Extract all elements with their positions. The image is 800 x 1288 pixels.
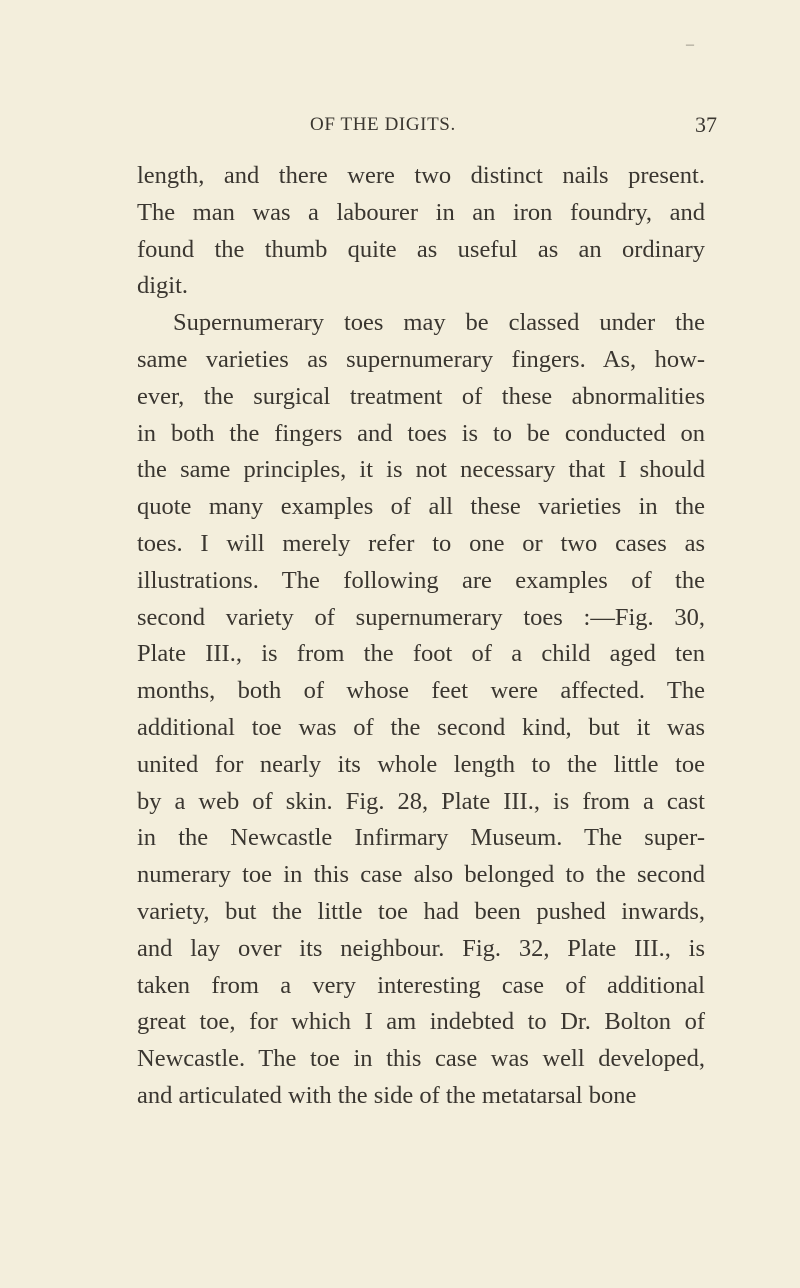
text-line: The man was a labourer in an iron foundry, and xyxy=(137,198,705,226)
page-number: 37 xyxy=(695,112,717,137)
text-line: additional toe was of the second kind, but it was xyxy=(137,713,705,741)
text-line: found the thumb quite as useful as an ordinary xyxy=(137,235,705,263)
text-line: in both the fingers and toes is to be conducted on xyxy=(137,419,705,447)
running-head xyxy=(0,112,800,142)
text-line: same varieties as supernumerary fingers. As, how- xyxy=(137,345,705,373)
text-line: taken from a very interesting case of additional xyxy=(137,971,705,999)
text-line: second variety of supernumerary toes :—Fig. 30, xyxy=(137,603,705,631)
text-line: and lay over its neighbour. Fig. 32, Plate III., is xyxy=(137,934,705,962)
text-line: in the Newcastle Infirmary Museum. The super- xyxy=(137,824,705,852)
text-line: and articulated with the side of the metatarsal bone xyxy=(137,1081,637,1109)
text-line: toes. I will merely refer to one or two cases as xyxy=(137,529,705,557)
text-line: united for nearly its whole length to the little toe xyxy=(137,750,705,778)
running-title: OF THE DIGITS. xyxy=(310,114,456,135)
body-text xyxy=(137,158,705,1115)
text-line: Newcastle. The toe in this case was well developed, xyxy=(137,1045,705,1073)
text-line: illustrations. The following are examples of the xyxy=(137,566,705,594)
text-line: months, both of whose feet were affected. The xyxy=(137,677,705,705)
text-line: ever, the surgical treatment of these abnormalities xyxy=(137,382,705,410)
text-line: Plate III., is from the foot of a child aged ten xyxy=(137,640,705,668)
text-line: the same principles, it is not necessary that I should xyxy=(137,456,705,484)
margin-mark: – xyxy=(686,36,694,53)
text-line: digit. xyxy=(137,272,189,300)
text-line: quote many examples of all these varieties in the xyxy=(137,493,705,521)
text-line: length, and there were two distinct nails present. xyxy=(137,162,705,189)
text-line: great toe, for which I am indebted to Dr. Bolton of xyxy=(137,1008,705,1036)
text-line: variety, but the little toe had been pushed inwards, xyxy=(137,897,705,925)
text-line: by a web of skin. Fig. 28, Plate III., is from a cast xyxy=(137,787,705,815)
text-line: Supernumerary toes may be classed under the xyxy=(173,309,705,337)
text-line: numerary toe in this case also belonged to the second xyxy=(137,861,705,889)
